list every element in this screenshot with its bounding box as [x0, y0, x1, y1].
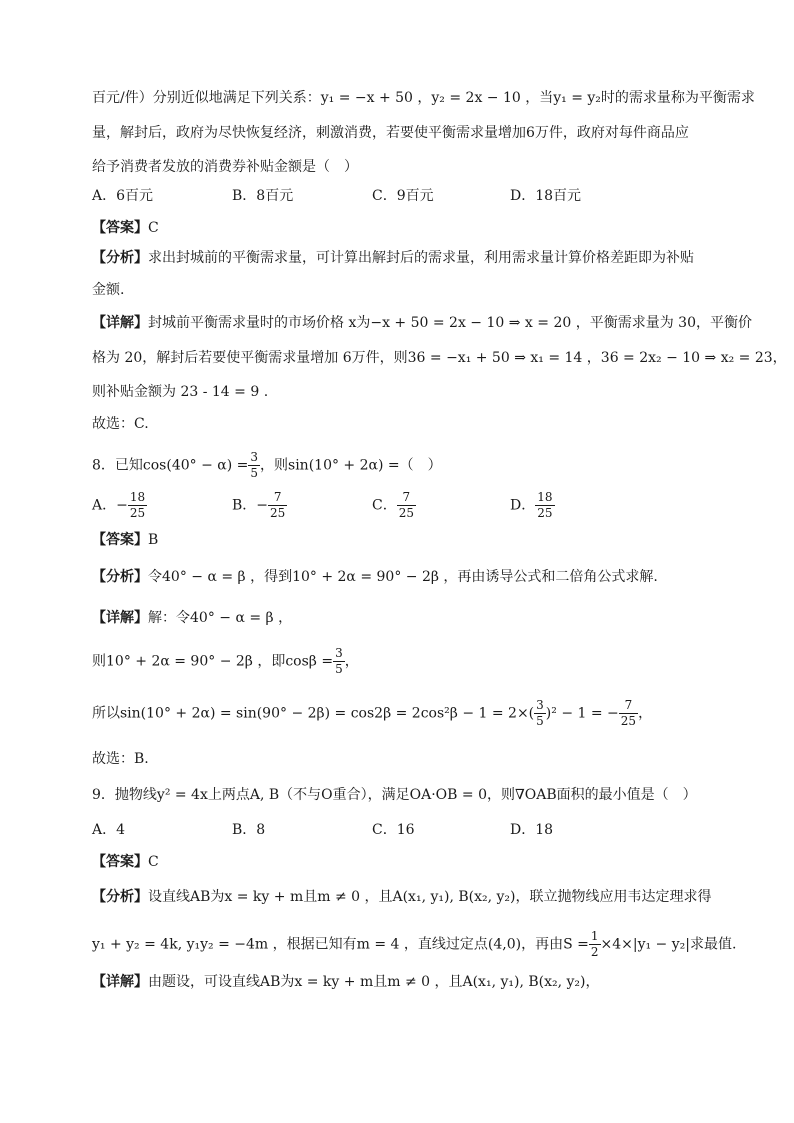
- q7-analysis-line-1: [92, 248, 694, 268]
- q7-detail-line-2: 格为 20，解封后若要使平衡需求量增加 6万件，则36 = −x₁ + 50 ⇒ x₁ = 14 ，36 = 2x₂ − 10 ⇒ x₂ = 23，: [92, 350, 787, 366]
- fraction-denominator: 5: [536, 714, 544, 728]
- q8-detail-line-3: [92, 698, 652, 729]
- q7-option-d: D．18百元: [510, 188, 582, 204]
- q8-detail-line-1: [92, 608, 292, 628]
- answer-tag: 【答案】: [92, 532, 148, 548]
- fraction-numerator: 3: [335, 646, 343, 660]
- fraction-denominator: 25: [620, 714, 637, 728]
- detail-text: ，: [638, 705, 653, 722]
- fraction-denominator: 25: [537, 506, 553, 520]
- q9-option-c: C．16: [372, 822, 415, 838]
- q7-stem-line-2: 量，解封后，政府为尽快恢复经济，刺激消费，若要使平衡需求量增加6万件，政府对每件商品应: [92, 125, 689, 141]
- detail-text: 所以sin(10° + 2α) = sin(90° − 2β) = cos2β = 2cos²β − 1 = 2×(: [92, 705, 535, 722]
- q9-analysis-line-1: [92, 887, 712, 907]
- detail-fraction: [333, 646, 345, 677]
- analysis-text: ×4×|y₁ − y₂|求最值.: [600, 936, 737, 953]
- analysis-text: 设直线AB为x = ky + m且m ≠ 0 ，且A(x₁, y₁), B(x₂, y₂)，联立抛物线应用韦达定理求得: [148, 889, 712, 905]
- analysis-text: y₁ + y₂ = 4k, y₁y₂ = −4m ，根据已知有m = 4 ，直线过定点(4,0)，再由S =: [92, 936, 589, 953]
- q8-option-a: [92, 490, 147, 521]
- option-fraction: [535, 490, 554, 521]
- fraction-denominator: 5: [335, 662, 343, 676]
- q9-analysis-line-2: [92, 929, 736, 960]
- fraction-numerator: 7: [619, 698, 638, 714]
- answer-value: C: [148, 220, 159, 236]
- q8-stem-fraction: [248, 450, 260, 481]
- fraction-numerator: 7: [268, 490, 287, 506]
- detail-text: )² − 1 = −: [545, 705, 619, 722]
- answer-tag: 【答案】: [92, 854, 148, 870]
- q7-detail-line-3: 则补贴金额为 23 - 14 = 9 .: [92, 384, 269, 400]
- detail-text: ，: [344, 653, 359, 670]
- fraction-denominator: 25: [398, 506, 414, 520]
- q9-answer: [92, 852, 159, 872]
- q7-analysis-line-2: 金额.: [92, 282, 125, 298]
- q7-choose: 故选：C.: [92, 416, 149, 432]
- fraction-denominator: 2: [590, 945, 599, 959]
- detail-text: 由题设，可设直线AB为x = ky + m且m ≠ 0 ，且A(x₁, y₁), B(x₂, y₂)，: [148, 974, 600, 990]
- option-fraction: [397, 490, 416, 521]
- q8-answer: [92, 530, 158, 550]
- q7-option-b: B．8百元: [232, 188, 294, 204]
- q8-detail-line-2: [92, 646, 359, 677]
- fraction-numerator: 1: [590, 929, 599, 943]
- q8-analysis: [92, 567, 658, 587]
- detail-fraction: [619, 698, 638, 729]
- q7-detail-line-1: [92, 313, 752, 333]
- q9-option-a: A．4: [92, 822, 126, 838]
- fraction-denominator: 25: [270, 506, 286, 520]
- analysis-fraction: [589, 929, 601, 960]
- q9-detail-line-1: [92, 972, 600, 992]
- q8-stem-part-b: ，则sin(10° + 2α) =（ ）: [260, 457, 442, 474]
- fraction-numerator: 7: [397, 490, 416, 506]
- q8-option-b: [232, 490, 287, 521]
- detail-fraction: [534, 698, 546, 729]
- q7-answer: [92, 218, 159, 238]
- q8-choose: 故选：B.: [92, 751, 149, 767]
- detail-text: 则10° + 2α = 90° − 2β ，即cosβ =: [92, 653, 334, 670]
- fraction-numerator: 18: [129, 490, 146, 504]
- detail-tag: 【详解】: [92, 974, 148, 990]
- analysis-text: 令40° − α = β ，得到10° + 2α = 90° − 2β ，再由诱导公式和二倍角公式求解.: [148, 569, 658, 585]
- q9-option-b: B．8: [232, 822, 266, 838]
- q9-option-d: D．18: [510, 822, 554, 838]
- q7-option-c: C．9百元: [372, 188, 434, 204]
- analysis-tag: 【分析】: [92, 250, 148, 266]
- analysis-text: 求出封城前的平衡需求量，可计算出解封后的需求量，利用需求量计算价格差距即为补贴: [148, 250, 694, 266]
- option-fraction: [268, 490, 287, 521]
- q8-stem-part-a: 8．已知cos(40° − α) =: [92, 457, 249, 474]
- option-label: C．: [372, 497, 397, 514]
- q8-option-c: [372, 490, 416, 521]
- q7-option-a: A．6百元: [92, 188, 154, 204]
- detail-tag: 【详解】: [92, 315, 148, 331]
- fraction-denominator: 25: [129, 506, 146, 520]
- detail-tag: 【详解】: [92, 610, 148, 626]
- fraction-denominator: 5: [250, 466, 259, 480]
- q7-stem-line-1: 百元/件）分别近似地满足下列关系：y₁ = −x + 50 ，y₂ = 2x − 10 ，当y₁ = y₂时的需求量称为平衡需求: [92, 90, 755, 106]
- fraction-numerator: 3: [250, 450, 259, 464]
- fraction-numerator: 3: [536, 698, 544, 712]
- answer-value: C: [148, 854, 159, 870]
- option-label: B．−: [232, 497, 269, 514]
- option-label: A．−: [92, 497, 128, 514]
- q7-stem-line-3: 给予消费者发放的消费券补贴金额是（ ）: [92, 159, 358, 175]
- q9-stem: 9．抛物线y² = 4x上两点A, B（不与O重合），满足OA·OB = 0，则∇OAB面积的最小值是（ ）: [92, 787, 697, 803]
- q8-stem: [92, 450, 442, 481]
- analysis-tag: 【分析】: [92, 889, 148, 905]
- detail-text: 解：令40° − α = β ，: [148, 610, 293, 626]
- option-label: D．: [510, 497, 536, 514]
- detail-text: 封城前平衡需求量时的市场价格 x为−x + 50 = 2x − 10 ⇒ x = 20 ，平衡需求量为 30，平衡价: [148, 315, 752, 331]
- analysis-tag: 【分析】: [92, 569, 148, 585]
- option-fraction: [128, 490, 147, 521]
- answer-value: B: [148, 532, 159, 548]
- answer-tag: 【答案】: [92, 220, 148, 236]
- fraction-numerator: 18: [537, 490, 553, 504]
- q8-option-d: [510, 490, 555, 521]
